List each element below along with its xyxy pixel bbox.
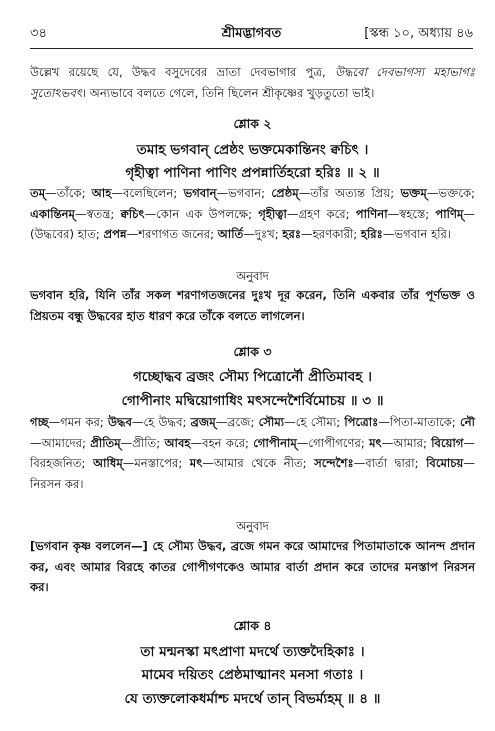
sanskrit-word: নৌ: [460, 415, 475, 429]
sanskrit-word: আধিম্: [92, 456, 123, 470]
sloka-2-word-meanings: [30, 183, 475, 245]
word-meaning: —মনস্তাপের;: [122, 456, 190, 470]
sloka-3-word-meanings: [30, 412, 475, 494]
sloka-2-title: শ্লোক ২: [233, 116, 272, 131]
word-meaning: —তাঁকে;: [45, 186, 92, 200]
word-meaning: —স্বহস্তে;: [387, 206, 436, 221]
sanskrit-word: ভক্তম্: [400, 186, 427, 200]
word-meaning: —বহন করে;: [190, 435, 254, 450]
intro-paragraph: উল্লেখ রয়েছে যে, উদ্ধব বসুদেবের ভ্রাতা দেবভাগার পুত্র, উদ্ধবো দেবভাগস্য মহাভাগঃ সুতোঽভবৎ। অন্যভাবে বলতে গেলে, তিনি ছিলেন শ্রীকৃষ্ণের খুড়তুতো ভাই।: [30, 65, 475, 100]
word-meaning: —বিরহজনিত;: [30, 435, 476, 470]
sanskrit-word: ক্বচিৎ: [120, 206, 145, 221]
word-meaning: —হে সৌম্য;: [284, 415, 345, 429]
sanskrit-word: ভগবান্: [183, 186, 217, 200]
sloka-3-line-1: গচ্ছোদ্ধব ব্রজং সৌম্য পিত্রোর্নৌ প্রীতিমাবহ ।: [132, 369, 373, 385]
sloka-2-line-2: গৃহীত্বা পাণিনা পাণিং প্রপন্নার্তিহরো হরিঃ ॥ ২ ॥: [125, 165, 380, 181]
word-meaning: —স্বতন্ত্র;: [74, 206, 121, 221]
word-meaning: —(উদ্ধবের) হাত;: [30, 206, 475, 241]
sanskrit-word: ব্রজম্: [190, 415, 216, 429]
sloka-4-line-1: তা মন্মনস্কা মৎপ্রাণা মদর্থে ত্যক্তদৈহিকাঃ ।: [140, 644, 365, 660]
intro-quote: উদ্ধবো দেবভাগস্য মহাভাগঃ সুতোঽভবৎ: [30, 65, 475, 100]
word-meaning: —হে উদ্ধব;: [131, 415, 191, 429]
sloka-4-line-3: যে ত্যক্তলোকধর্মাশ্চ মদর্থে তান্ বিভর্ম্যহম্ ॥ ৪ ॥: [124, 691, 381, 707]
word-meaning: —শরণাগত জনের;: [126, 227, 218, 241]
sanskrit-word: গোপীনাম্: [253, 435, 297, 450]
sanskrit-word: পাণিনা: [355, 206, 388, 221]
word-meaning: —গমন কর;: [48, 415, 108, 429]
sloka-4-title: শ্লোক ৪: [233, 618, 272, 633]
word-meaning: —আমার থেকে নীত;: [202, 456, 315, 470]
sanskrit-word: হরিঃ: [360, 227, 383, 241]
sanskrit-word: মৎ: [369, 435, 382, 450]
word-meaning: —কোন এক উপলক্ষে;: [144, 206, 259, 221]
sanskrit-word: তম্: [30, 186, 46, 200]
sanskrit-word: গৃহীত্বা: [258, 206, 287, 221]
sanskrit-word: পাণিম্: [435, 206, 464, 221]
sloka-2-anubad-heading: অনুবাদ: [236, 269, 269, 283]
sloka-2-translation: ভগবান হরি, যিনি তাঁর সকল শরণাগতজনের দুঃখ দূর করেন, তিনি একবার তাঁর পূর্ণভক্ত ও প্রিয়তম বন্ধু উদ্ধবের হাত ধারণ করে তাঁকে বলতে লাগলেন।: [30, 288, 475, 323]
sanskrit-word: হরঃ: [282, 227, 302, 241]
word-meaning: —আমার;: [381, 435, 432, 450]
word-meaning: —গোপীগণের;: [296, 435, 370, 450]
word-meaning: —আমাদের;: [30, 435, 91, 450]
sanskrit-word: সৌম্য: [258, 415, 285, 429]
header-rule: [30, 48, 473, 49]
sloka-3-anubad-heading: অনুবাদ: [236, 519, 269, 533]
word-meaning: —বার্তা দ্বারা;: [353, 456, 427, 470]
book-title: শ্রীমদ্ভাগবত: [221, 26, 282, 41]
sloka-2-line-1: তমাহ ভগবান্ প্রেষ্ঠং ভক্তমেকান্তিনং ক্বচিৎ ।: [136, 142, 369, 158]
word-meaning: —তাঁর অত্যন্ত প্রিয়;: [298, 186, 401, 200]
page-header: [30, 24, 473, 44]
sanskrit-word: প্রীতিম্: [90, 435, 121, 450]
page-number: ৩৪: [30, 26, 47, 41]
sanskrit-word: আর্তি: [217, 227, 244, 241]
sanskrit-word: গচ্ছ: [30, 415, 49, 429]
sanskrit-word: একান্তিনম্: [30, 206, 75, 221]
sanskrit-word: বিমোচয়: [426, 456, 464, 470]
word-meaning: —ভগবান;: [216, 186, 272, 200]
word-meaning: —নিরসন কর।: [30, 456, 475, 491]
sanskrit-word: আহ: [91, 186, 112, 200]
sanskrit-word: উদ্ধব: [107, 415, 132, 429]
sanskrit-word: আবহ: [164, 435, 191, 450]
word-meaning: —বলেছিলেন;: [111, 186, 184, 200]
word-meaning: —পিতা-মাতাকে;: [378, 415, 461, 429]
sanskrit-word: মৎ: [189, 456, 203, 470]
sanskrit-word: পিত্রোঃ: [344, 415, 379, 429]
sloka-3-title: শ্লোক ৩: [233, 344, 272, 359]
word-meaning: —প্রীতি;: [120, 435, 165, 450]
sloka-3-translation: [ভগবান কৃষ্ণ বললেন—] হে সৌম্য উদ্ধব, ব্রজে গমন করে আমাদের পিতামাতাকে আনন্দ প্রদান কর, এবং আমার বিরহে কাতর গোপীগণকেও আমার বার্তা প্রদান করে তাদের মনস্তাপ নিরসন কর।: [30, 539, 475, 594]
word-meaning: —গ্রহণ করে;: [286, 206, 356, 221]
word-meaning: —হরণকারী;: [301, 227, 361, 241]
sanskrit-word: প্রেষ্ঠম্: [271, 186, 299, 200]
sloka-4-line-2: মামেব দয়িতং প্রেষ্ঠমাত্মানং মনসা গতাঃ ।: [141, 667, 364, 683]
word-meaning: —দুঃখ;: [243, 227, 283, 241]
sanskrit-word: বিয়োগ: [431, 435, 464, 450]
word-meaning: —ব্রজে;: [215, 415, 259, 429]
sanskrit-word: প্রপন্ন: [103, 227, 127, 241]
sanskrit-word: সন্দেশৈঃ: [314, 456, 354, 470]
word-meaning: —ভক্তকে;: [426, 186, 475, 200]
word-meaning: —ভগবান হরি।: [382, 227, 452, 241]
sloka-3-line-2: গোপীনাং মদ্বিয়োগাধিং মৎসন্দেশৈর্বিমোচয় ॥ ৩ ॥: [121, 393, 384, 409]
section-reference: [স্কন্ধ ১০, অধ্যায় ৪৬: [364, 26, 473, 41]
